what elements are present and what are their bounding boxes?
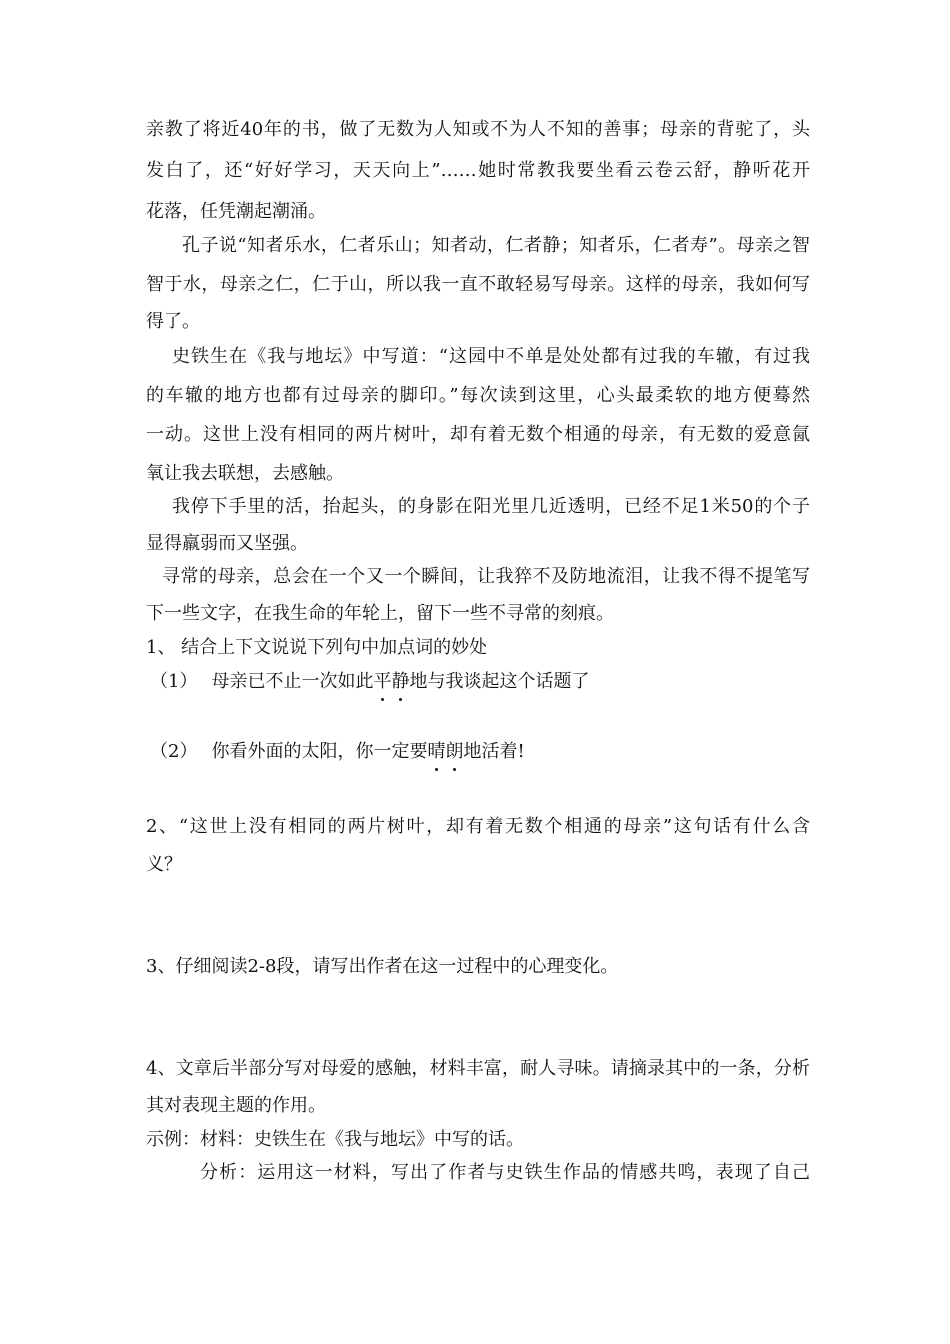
sentence-2-number: （2） xyxy=(150,741,198,762)
p1-line3: 花落，任凭潮起潮涌。 xyxy=(146,201,326,222)
sentence-1-number: （1） xyxy=(150,671,198,692)
question-4-line2: 其对表现主题的作用。 xyxy=(146,1095,326,1116)
question-4-analysis: 分析：运用这一材料，写出了作者与史铁生作品的情感共鸣，表现了自己 xyxy=(200,1162,810,1183)
p3-line1: 史铁生在《我与地坛》中写道：“这园中不单是处处都有过我的车辙，有过我 xyxy=(172,346,810,367)
question-1-sentence-2 xyxy=(150,740,814,764)
p3-line3: 一动。这世上没有相同的两片树叶，却有着无数个相通的母亲，有无数的爱意氤 xyxy=(146,424,810,445)
question-2-line1: 2、“这世上没有相同的两片树叶，却有着无数个相通的母亲”这句话有什么含 xyxy=(146,816,810,837)
question-3: 3、仔细阅读2-8段，请写出作者在这一过程中的心理变化。 xyxy=(146,956,619,977)
dotted-char-ping: 平 xyxy=(373,671,392,692)
p1-line2: 发白了，还“好好学习，天天向上”……她时常教我要坐看云卷云舒，静听花开 xyxy=(146,160,810,181)
sentence-2-text-after: 地活着! xyxy=(463,741,525,762)
question-4-line1: 4、文章后半部分写对母爱的感触，材料丰富，耐人寻味。请摘录其中的一条，分析 xyxy=(146,1058,810,1079)
p4-line2: 显得羸弱而又坚强。 xyxy=(146,533,308,554)
question-1-sentence-1 xyxy=(150,670,814,694)
sentence-2-text-before: 你看外面的太阳，你一定要 xyxy=(211,741,428,762)
question-2-line2: 义？ xyxy=(146,854,182,875)
p3-line2: 的车辙的地方也都有过母亲的脚印。”每次读到这里，心头最柔软的地方便蓦然 xyxy=(146,385,810,406)
dotted-char-qing: 晴 xyxy=(427,741,446,762)
sentence-1-text-before: 母亲已不止一次如此 xyxy=(211,671,374,692)
dotted-char-lang: 朗 xyxy=(445,741,464,762)
p5-line1: 寻常的母亲，总会在一个又一个瞬间，让我猝不及防地流泪，让我不得不提笔写 xyxy=(162,566,810,587)
p5-line2: 下一些文字，在我生命的年轮上，留下一些不寻常的刻痕。 xyxy=(146,603,614,624)
p1-line1: 亲教了将近40年的书，做了无数为人知或不为人不知的善事；母亲的背驼了，头 xyxy=(146,119,810,140)
p2-line3: 得了。 xyxy=(146,311,200,332)
sentence-1-text-after: 地与我谈起这个话题了 xyxy=(409,671,590,692)
p3-line4: 氧让我去联想，去感触。 xyxy=(146,463,344,484)
p4-line1: 我停下手里的活，抬起头，的身影在阳光里几近透明，已经不足1米50的个子 xyxy=(172,496,810,517)
p2-line2: 智于水，母亲之仁，仁于山，所以我一直不敢轻易写母亲。这样的母亲，我如何写 xyxy=(146,274,810,295)
question-4-example: 示例：材料：史铁生在《我与地坛》中写的话。 xyxy=(146,1129,524,1150)
question-1-stem: 1、 结合上下文说说下列句中加点词的妙处 xyxy=(146,637,488,658)
p2-line1: 孔子说“知者乐水，仁者乐山；知者动，仁者静；知者乐，仁者寿”。母亲之智 xyxy=(182,235,810,256)
dotted-char-jing: 静 xyxy=(391,671,410,692)
